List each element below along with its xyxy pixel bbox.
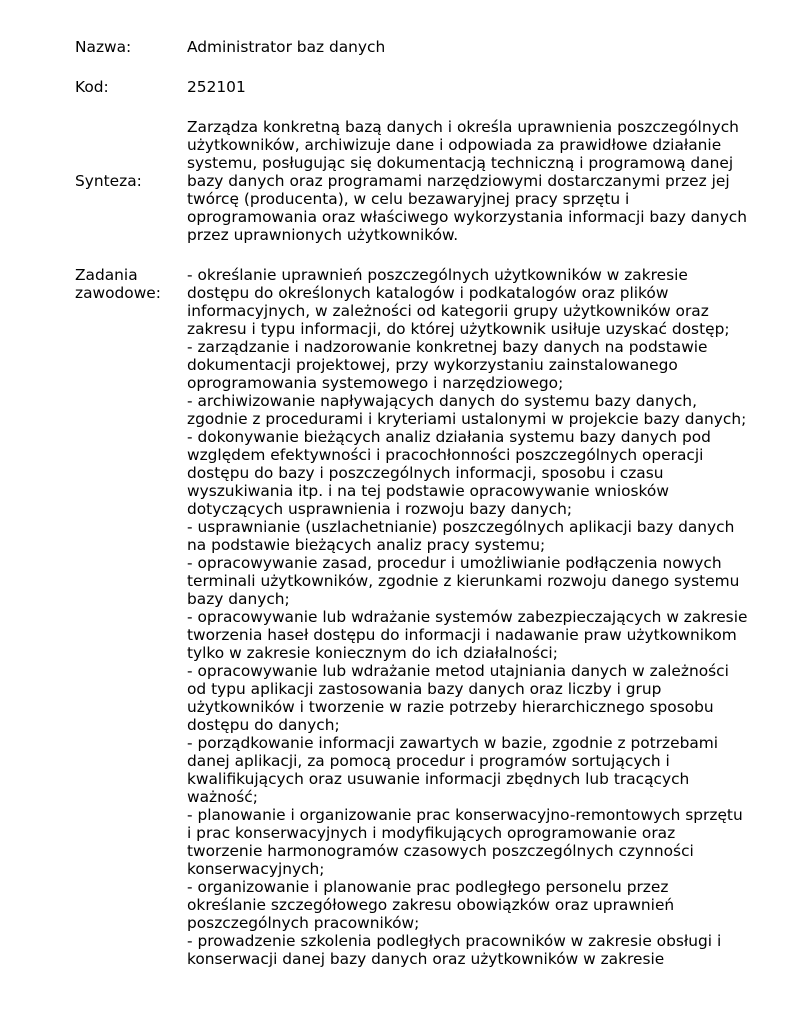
synthesis-value: Zarządza konkretną bazą danych i określa uprawnienia poszczególnych użytkowników, archiwizuje dane i odpowiada za prawidłowe działanie systemu, posługując się dokumentacją techniczną i programową danej bazy danych oraz programami narzędziowymi dostarczanymi przez jej twórcę (producenta), w celu bezawaryjnej pracy sprzętu i oprogramowania oraz właściwego wykorzystania informacji bazy danych przez uprawnionych użytkowników. bbox=[187, 118, 747, 244]
name-label: Nazwa: bbox=[75, 38, 132, 56]
tasks-label: Zadania zawodowe: bbox=[75, 266, 161, 302]
code-value: 252101 bbox=[187, 78, 246, 96]
name-value: Administrator baz danych bbox=[187, 38, 386, 56]
tasks-value: - określanie uprawnień poszczególnych użytkowników w zakresie dostępu do określonych katalogów i podkatalogów oraz plików informacyjnych, w zależności od kategorii grupy użytkowników oraz zakresu i typu informacji, do której użytkownik usiłuje uzyskać dostęp; - zarządzanie i nadzorowanie konkretnej bazy danych na podstawie dokumentacji projektowej, przy wykorzystaniu zainstalowanego oprogramowania systemowego i narzędziowego; - archiwizowanie napływających danych do systemu bazy danych, zgodnie z procedurami i kryteriami ustalonymi w projekcie bazy danych; - dokonywanie bieżących analiz działania systemu bazy danych pod względem efektywności i pracochłonności poszczególnych operacji dostępu do bazy i poszczególnych informacji, sposobu i czasu wyszukiwania itp. i na tej podstawie opracowywanie wniosków dotyczących usprawnienia i rozwoju bazy danych; - usprawnianie (uszlachetnianie) poszczególnych aplikacji bazy danych na podstawie bieżących analiz pracy systemu; - opracowywanie zasad, procedur i umożliwianie podłączenia nowych terminali użytkowników, zgodnie z kierunkami rozwoju danego systemu bazy danych; - opracowywanie lub wdrażanie systemów zabezpieczających w zakresie tworzenia haseł dostępu do informacji i nadawanie praw użytkownikom tylko w zakresie koniecznym do ich działalności; - opracowywanie lub wdrażanie metod utajniania danych w zależności od typu aplikacji zastosowania bazy danych oraz liczby i grup użytkowników i tworzenie w razie potrzeby hierarchicznego sposobu dostępu do danych; - porządkowanie informacji zawartych w bazie, zgodnie z potrzebami danej aplikacji, za pomocą procedur i programów sortujących i kwalifikujących oraz usuwanie informacji zbędnych lub tracących ważność; - planowanie i organizowanie prac konserwacyjno-remontowych sprzętu i prac konserwacyjnych i modyfikujących oprogramowanie oraz tworzenie harmonogramów czasowych poszczególnych czynności konserwacyjnych; - organizowanie i planowanie prac podległego personelu przez określanie szczegółowego zakresu obowiązków oraz uprawnień poszczególnych pracowników; - prowadzenie szkolenia podległych pracowników w zakresie obsługi i konserwacji danej bazy danych oraz użytkowników w zakresie bbox=[187, 266, 748, 968]
code-label: Kod: bbox=[75, 78, 109, 96]
synthesis-label: Synteza: bbox=[75, 172, 142, 190]
